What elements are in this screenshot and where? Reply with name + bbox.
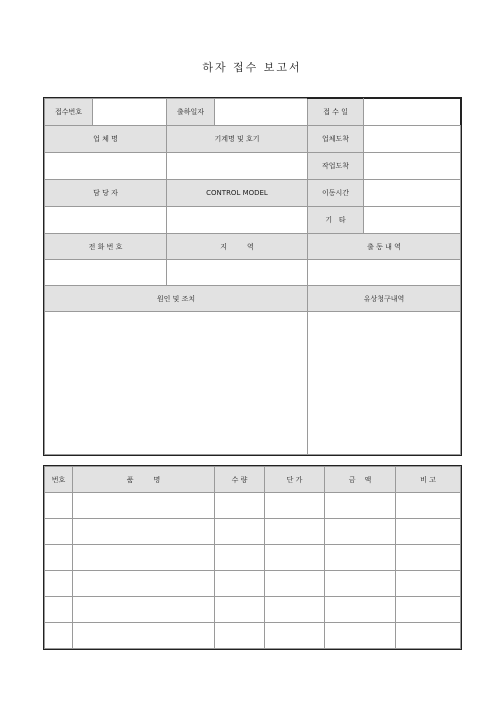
person-label: 담 당 자 (45, 180, 167, 207)
cell-no[interactable] (45, 519, 73, 545)
travel-time-field[interactable] (364, 180, 461, 207)
dispatch-detail-label: 출 동 내 역 (308, 234, 461, 260)
cause-action-field[interactable] (45, 312, 308, 455)
cell-unit-price[interactable] (265, 597, 325, 623)
phone-label: 전 화 번 호 (45, 234, 167, 260)
cell-amount[interactable] (325, 519, 396, 545)
etc-label: 기 타 (308, 207, 364, 234)
cell-item-name[interactable] (73, 545, 215, 571)
dispatch-date-label: 출하일자 (167, 99, 215, 126)
cell-quantity[interactable] (215, 623, 265, 649)
items-table (44, 466, 461, 649)
table-row (45, 623, 461, 649)
cell-remarks[interactable] (396, 571, 461, 597)
cell-remarks[interactable] (396, 623, 461, 649)
col-header-quantity: 수 량 (215, 467, 265, 493)
receipt-date-row (307, 98, 461, 126)
cell-item-name[interactable] (73, 571, 215, 597)
etc-field[interactable] (364, 207, 461, 234)
cell-amount[interactable] (325, 571, 396, 597)
table-row (45, 493, 461, 519)
cell-unit-price[interactable] (265, 493, 325, 519)
cell-no[interactable] (45, 597, 73, 623)
col-header-remarks: 비 고 (396, 467, 461, 493)
cell-unit-price[interactable] (265, 545, 325, 571)
cell-no[interactable] (45, 623, 73, 649)
cell-quantity[interactable] (215, 493, 265, 519)
travel-time-label: 이동시간 (308, 180, 364, 207)
cell-unit-price[interactable] (265, 571, 325, 597)
cell-amount[interactable] (325, 597, 396, 623)
receipt-no-field[interactable] (93, 99, 167, 126)
cell-amount[interactable] (325, 623, 396, 649)
document-title: 하자 접수 보고서 (202, 61, 302, 74)
cell-no[interactable] (45, 493, 73, 519)
cell-unit-price[interactable] (265, 519, 325, 545)
col-header-item-name: 품 명 (73, 467, 215, 493)
cause-action-label: 원인 및 조치 (45, 286, 308, 312)
model-serial-label: 기계명 및 호기 (167, 126, 308, 153)
col-header-unit-price: 단 가 (265, 467, 325, 493)
table-row (45, 571, 461, 597)
company-name-field[interactable] (45, 153, 167, 180)
cell-item-name[interactable] (73, 597, 215, 623)
cell-remarks[interactable] (396, 519, 461, 545)
region-field[interactable] (167, 260, 308, 286)
cell-no[interactable] (45, 571, 73, 597)
cell-no[interactable] (45, 545, 73, 571)
model-serial-field[interactable] (167, 153, 308, 180)
phone-field[interactable] (45, 260, 167, 286)
cell-quantity[interactable] (215, 545, 265, 571)
dispatch-detail-field[interactable] (308, 260, 461, 286)
table-row (45, 597, 461, 623)
company-arrival-label: 업체도착 (308, 126, 364, 153)
control-model-field[interactable] (167, 207, 308, 234)
cell-quantity[interactable] (215, 597, 265, 623)
company-arrival-field[interactable] (364, 126, 461, 153)
cell-remarks[interactable] (396, 493, 461, 519)
report-form-table (44, 98, 461, 455)
person-field[interactable] (45, 207, 167, 234)
company-name-label: 업 체 명 (45, 126, 167, 153)
control-model-label: CONTROL MODEL (167, 180, 308, 207)
cell-remarks[interactable] (396, 545, 461, 571)
cell-item-name[interactable] (73, 493, 215, 519)
cell-item-name[interactable] (73, 623, 215, 649)
cell-amount[interactable] (325, 545, 396, 571)
receipt-no-label: 접수번호 (45, 99, 93, 126)
col-header-amount: 금 액 (325, 467, 396, 493)
col-header-no: 번호 (45, 467, 73, 493)
cell-item-name[interactable] (73, 519, 215, 545)
paid-claim-label: 유상청구내역 (308, 286, 461, 312)
work-arrival-field[interactable] (364, 153, 461, 180)
cell-quantity[interactable] (215, 571, 265, 597)
table-row (45, 545, 461, 571)
cell-quantity[interactable] (215, 519, 265, 545)
receipt-date-label: 접 수 일 (308, 99, 364, 126)
cell-amount[interactable] (325, 493, 396, 519)
cell-unit-price[interactable] (265, 623, 325, 649)
table-row (45, 519, 461, 545)
paid-claim-field[interactable] (308, 312, 461, 455)
work-arrival-label: 작업도착 (308, 153, 364, 180)
region-label: 지 역 (167, 234, 308, 260)
receipt-date-field[interactable] (364, 99, 461, 126)
cell-remarks[interactable] (396, 597, 461, 623)
